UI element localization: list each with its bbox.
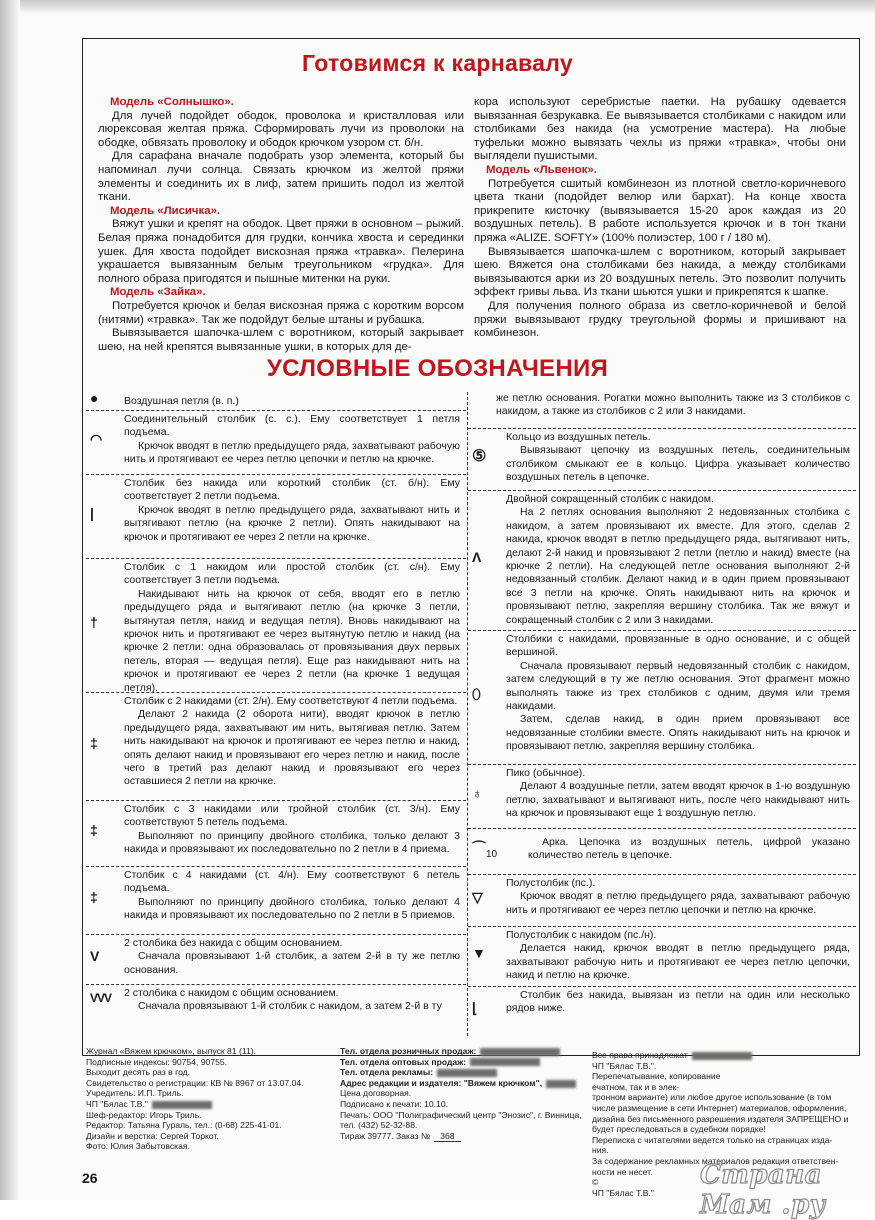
description-line: 2 столбика без накида с общим основанием.	[124, 937, 343, 949]
description-line: Столбик без накида или короткий столбик (ст. б/н). Ему соответствует 2 петли подъема.	[124, 477, 460, 503]
imprint-line: будет преследоваться в судебном порядке!	[592, 1124, 766, 1135]
description-line: Выполняют по принципу двойного столбика, только делают 4 накида и провязывают их последовательно по 2 петли в 5 приемов.	[124, 895, 460, 922]
paragraph: Для лучей подойдет ободок, проволока и кристалловая или люрексовая желтая пряжа. Сформировать лучи из проволоки на ободке, обвязать проволоку и ободок крючком узором ст. б/н.	[98, 109, 464, 149]
order-number: 368	[434, 1131, 460, 1143]
description-line: Делают 4 воздушные петли, затем вводят крючок в 1-ю воздушную петлю, захватывают и вытягивают нить, после чего накидывают нить на крючок и провязывают еще 1 воздушную петлю.	[506, 780, 850, 820]
description-line: Пико (обычное).	[506, 767, 586, 779]
page-number: 26	[82, 1170, 98, 1186]
sc-multi-row-icon: ⌊	[472, 1000, 478, 1016]
paragraph: Для получения полного образа из светло-коричневой и белой пряжи вывязывают грудку треугольной формы и пришивают на комбинезон.	[474, 299, 846, 340]
legend-description	[124, 477, 460, 544]
imprint-line: дизайна без письменного разрешения издателя ЗАПРЕЩЕНО и	[592, 1113, 849, 1124]
model-heading: Модель «Львенок».	[486, 163, 597, 176]
description-line: Сначала провязывают 1-й столбик с накидом, а затем 2-й в ту	[138, 1000, 442, 1013]
description-line: Столбик с 3 накидами или тройной столбик (ст. 3/н). Ему соответствуют 5 петель подъема.	[124, 803, 460, 829]
legend-entry	[86, 410, 466, 474]
legend-description	[528, 836, 850, 863]
description-line: Крючок вводят в петлю предыдущего ряда, захватывают нить и вытягивают петлю (на крючке 2 петли). Опять накидывают на крючок и протягивают ее через 2 петли на крючке.	[124, 503, 460, 543]
footer-imprint-middle	[340, 1046, 590, 1142]
paragraph: Вывязывается шапочка-шлем с воротником, который закрывает шею, на ней крепятся вывязанные ушки, в которых для де-	[98, 327, 464, 353]
imprint-line: ечатном, так и в элек-	[592, 1081, 680, 1092]
imprint-line: Свидетельство о регистрации: КВ № 8967 от 13.07.04.	[86, 1077, 304, 1088]
legend-entry	[86, 866, 466, 934]
legend-entry	[468, 764, 856, 828]
legend-description	[506, 929, 850, 983]
legend-description	[506, 493, 850, 627]
imprint-line: Тел. отдела рекламы:	[340, 1067, 590, 1078]
paragraph: Вяжут ушки и крепят на ободок. Цвет пряжи в основном – рыжий. Белая пряжа понадобится для грудки, кончика хвоста и серединки ушек. Для хвоста подойдет вискозная пряжа «травка». Пелерина украшается вывязанным белым треугольником «грудка». Для полного образа пригодятся и пышные митенки на руки.	[98, 218, 464, 285]
legend-entry	[468, 392, 856, 428]
legend-description	[124, 869, 460, 923]
description-line: Воздушная петля (в. п.)	[124, 395, 239, 407]
half-stitch-icon: ▽	[472, 889, 483, 905]
imprint-line: ния.	[592, 1145, 609, 1156]
legend-entry	[468, 828, 856, 874]
intro-column-left	[98, 96, 464, 354]
paragraph: Вывязывается шапочка-шлем с воротником, который закрывает шею. Вяжется она столбиками без накида, а между столбиками вывязываются арки из 20 воздушных петель. Это позволит получить эффект гривы льва. Из ткани шьются ушки и прикрепятся к шапке.	[474, 245, 846, 299]
paragraph: Для сарафана вначале подобрать узор элемента, который бы напоминал лучи солнца. Связать крючком из желтой пряжи элементы и соединить их в лиф, затем пришить подол из желтой ткани.	[98, 150, 464, 204]
description-line: Сначала провязывают 1-й столбик, а затем 2-й в ту же петлю основания.	[124, 950, 460, 976]
legend-entry	[468, 490, 856, 630]
footer-imprint-left	[86, 1046, 326, 1152]
legend-entry	[86, 558, 466, 692]
legend-entry	[86, 392, 466, 410]
legend-grid	[86, 392, 856, 1036]
legend-entry	[86, 984, 466, 1036]
sc-increase-icon: V	[90, 948, 100, 964]
legend-entry	[468, 986, 856, 1036]
imprint-line: Выходит десять раз в год.	[86, 1067, 191, 1078]
description-line: Столбик с 2 накидами (ст. 2/н). Ему соответствуют 4 петли подъема.	[124, 695, 458, 707]
imprint-line: Адрес редакции и издателя: "Вяжем крючком",	[340, 1078, 590, 1089]
intro-column-right	[474, 96, 846, 341]
imprint-line: ЧП "Бялас Т.В."	[86, 1099, 326, 1110]
description-line: Соединительный столбик (с. с.). Ему соответствует 1 петля подъема.	[124, 413, 460, 439]
imprint-line: Тел. отдела оптовых продаж:	[340, 1057, 590, 1068]
redacted-text	[470, 1058, 540, 1066]
chain-stitch-icon: ●	[90, 390, 99, 406]
imprint-line: тронном варианте) или любое другое использование (в том	[592, 1092, 832, 1103]
imprint-line: Тел. отдела розничных продаж:	[340, 1046, 590, 1057]
scan-shadow-left	[0, 0, 20, 1200]
dc-increase-icon: VVV	[90, 991, 112, 1005]
legend-description	[124, 561, 460, 695]
imprint-line: Все права принадлежат	[592, 1050, 854, 1061]
model-heading: Модель «Зайка».	[110, 286, 206, 299]
legend-entry	[468, 874, 856, 926]
paragraph: Потребуется крючок и белая вискозная пряжа с коротким ворсом (нитями) «травка». Так же подойдут белые штаны и рубашка.	[98, 299, 464, 326]
legend-description	[124, 413, 460, 467]
imprint-line: Переписка с читателями ведется только на страницах изда-	[592, 1134, 833, 1145]
legend-description	[506, 877, 850, 917]
legend-entry	[468, 630, 856, 764]
model-heading: Модель «Лисичка».	[110, 204, 221, 217]
redacted-text	[692, 1052, 752, 1060]
redacted-text	[437, 1069, 497, 1077]
imprint-line: Журнал «Вяжем крючком», выпуск 81 (11).	[86, 1046, 257, 1056]
article-title: Готовимся к карнавалу	[302, 50, 573, 76]
description-line: Затем, сделав накид, в один прием провязывают все недовязанные столбики вместе. Опять накидывают нить на крючок и провязывают петлю, закрепляя вершину столбика.	[506, 713, 850, 753]
imprint-line: ЧП "Бялас Т.В.".	[592, 1060, 657, 1071]
imprint-line: ности не несет.	[592, 1166, 653, 1177]
legend-description	[124, 695, 460, 789]
imprint-line: Дизайн и верстка: Сергей Торкот.	[86, 1130, 219, 1141]
description-line: Выполняют по принципу двойного столбика, только делают 3 накида и провязывают их последовательно по 2 петли в 4 приема.	[124, 829, 460, 856]
description-line: Столбики с накидами, провязанные в одно основание, и с общей вершиной.	[506, 633, 850, 659]
description-line: Столбик с 4 накидами (ст. 4/н). Ему соответствуют 6 петель подъема.	[124, 869, 460, 895]
legend-entry	[468, 428, 856, 490]
slip-stitch-icon: ◠	[90, 431, 103, 447]
legend-description	[496, 392, 850, 419]
description-line: Вывязывают цепочку из воздушных петель, соединительным столбиком смыкают ее в кольцо. Цифра указывает количество воздушных петель в цепочке.	[506, 444, 850, 484]
description-line: Кольцо из воздушных петель.	[506, 431, 651, 443]
paragraph: кора используют серебристые паетки. На рубашку одевается вывязанная безрукавка. Ее вывязывается столбиками с накидом или столбиками без накида (на усмотрение мастера). На любые туфельки можно вывязать чехлы из пряжи «травка», чтобы они выглядели пушистыми.	[474, 96, 846, 163]
chain-ring-icon: ⑤	[472, 448, 487, 465]
description-line: Столбик с 1 накидом или простой столбик (ст. с/н). Ему соответствует 3 петли подъема.	[124, 561, 460, 587]
imprint-line: Подписные индексы: 90754, 90755.	[86, 1056, 228, 1067]
legend-description	[506, 633, 850, 754]
redacted-text	[152, 1101, 212, 1109]
description-line: Крючок вводят в петлю предыдущего ряда, захватывают рабочую нить и протягивают ее через петлю цепочки и петлю на крючке.	[506, 890, 850, 916]
imprint-line: Перепечатывание, копирование	[592, 1071, 721, 1082]
legend-description	[506, 767, 850, 821]
imprint-line: Печать: ООО "Полиграфический центр "Энозис", г. Винница,	[340, 1109, 582, 1120]
description-line: На 2 петлях основания выполняют 2 недовязанных столбика с накидом, а затем провязывают их вместе. Для этого, сделав 2 накида, крючок вводят в петлю предыдущего ряда, вытягивают нить, делают 2-й накид и провязывают 2 петли (петлю и накид) вместе (на крючке 2 петли). На следующей петле основания выполняют 2-й недовязанный столбик. Делают накид и в один прием провязывают все 3 петли на крючке. Опять накидывают нить на крючок и провязывают петлю, закрепляя вершину столбика. Так же вяжут и сокращенный столбик с 2 или 3 накидами.	[506, 506, 850, 626]
imprint-line: За содержание рекламных материалов редакция ответствен-	[592, 1155, 839, 1166]
legend-description	[124, 803, 460, 857]
scan-shadow-top	[0, 0, 875, 14]
legend-description	[124, 937, 460, 977]
legend-entry	[86, 934, 466, 984]
imprint-line: Шеф-редактор: Игорь Триль.	[86, 1109, 202, 1120]
single-crochet-icon: |	[90, 505, 94, 521]
description-line: Арка. Цепочка из воздушных петель, цифрой указано количество петель в цепочке.	[528, 836, 850, 862]
description-line: Делается накид, крючок вводят в петлю предыдущего ряда, захватывают рабочую нить и протягивают ее через петлю цепочки, накид и петлю на крючке.	[506, 942, 850, 982]
imprint-line: Подписано к печати: 10.10.	[340, 1098, 448, 1109]
legend-entry	[86, 692, 466, 800]
legend-description	[124, 395, 460, 408]
cluster-icon: ⬯	[472, 686, 481, 702]
imprint-line: тел. (432) 52-32-88.	[340, 1120, 418, 1131]
imprint-line: Фото: Юлия Забытовская.	[86, 1141, 190, 1152]
triple-treble-crochet-icon: ‡	[90, 822, 98, 838]
quadruple-treble-crochet-icon: ‡	[90, 889, 98, 905]
legend-description	[506, 989, 850, 1016]
redacted-text	[546, 1080, 576, 1088]
description-line: Двойной сокращенный столбик с накидом.	[506, 493, 714, 505]
legend-description	[124, 987, 460, 1014]
description-line: Полустолбик с накидом (пс./н).	[506, 929, 657, 941]
dc2tog-icon: Ʌ	[472, 549, 482, 565]
model-heading: Модель «Солнышко».	[110, 96, 234, 108]
description-line: Накидывают нить на крючок от себя, вводят его в петлю предыдущего ряда и вытягивают петлю (на крючке 3 петли, вытянутая петля, накид и ведущая петля). Вновь накидывают на крючок нить и протягивают ее через вытянутую петлю и накид (на крючке 2 петли: одна образовалась от провязывания двух первых петель, вторая — ведущая петля). Еще раз накидывают нить на крючок и протягивают ее через 2 петли (на крючке 1 ведущая петля).	[124, 587, 460, 694]
paragraph: Потребуется сшитый комбинезон из плотной светло-коричневого цвета ткани (подойдет велюр или бархат). На конце хвоста прикрепите кисточку (вывязывается 15-20 арок каждая из 20 воздушных петель). В работе используется крючок и в тон ткани пряжа «ALIZE. SOFTY» (100% полиэстер, 100 г / 180 м).	[474, 177, 846, 244]
arch-count-label: 10	[486, 849, 498, 860]
double-crochet-icon: †	[90, 614, 98, 630]
description-line: Крючок вводят в петлю предыдущего ряда, захватывают рабочую нить и протягивают ее через петлю цепочки и петлю на крючке.	[124, 439, 460, 466]
imprint-line: Тираж 39777. Заказ № 368	[340, 1131, 590, 1143]
imprint-line: Учредитель: И.П. Триль.	[86, 1088, 184, 1099]
imprint-line: числе размещение в сети Интернет) материалов, оформления,	[592, 1102, 847, 1113]
picot-icon: ♁	[472, 785, 483, 801]
redacted-text	[480, 1048, 560, 1056]
description-line: Полустолбик (пс.).	[506, 877, 596, 889]
imprint-line: Редактор: Татьяна Гураль, тел.: (0-68) 225-41-01.	[86, 1120, 282, 1131]
imprint-line: ©	[592, 1177, 599, 1188]
description-line: 2 столбика с накидом с общим основанием.	[124, 987, 339, 999]
imprint-line: ЧП "Бялас Т.В."	[592, 1187, 654, 1198]
site-watermark: Страна Мам .ру	[700, 1160, 826, 1220]
legend-description	[506, 431, 850, 485]
treble-crochet-icon: ‡	[90, 735, 98, 751]
half-double-crochet-icon: ▼	[472, 945, 486, 961]
legend-title: УСЛОВНЫЕ ОБОЗНАЧЕНИЯ	[266, 355, 609, 382]
legend-entry	[86, 474, 466, 558]
imprint-line: Цена договорная.	[340, 1088, 412, 1099]
description-line: Делают 2 накида (2 оборота нити), вводят крючок в петлю предыдущего ряда, захватывают им нить, вытягивая петлю. Затем нить накидывают на крючок и протягивают ее через петлю и накид, опять делают накид и провязывают его через петлю и накид, после чего в третий раз делают накид и провязывают его через оставшиеся 2 петли на крючке.	[124, 708, 460, 788]
legend-entry	[468, 926, 856, 986]
arch-icon: ⌒	[472, 840, 486, 856]
description-line: же петлю основания. Рогатки можно выполнить также из 3 столбиков с накидом, а также из столбиков с 2 или 3 накидами.	[496, 392, 850, 418]
description-line: Сначала провязывают первый недовязанный столбик с накидом, затем следующий в ту же петлю основания. Этот фрагмент можно выполнять также из трех столбиков с одним, двумя или тремя накидами.	[506, 659, 850, 713]
legend-entry	[86, 800, 466, 866]
description-line: Столбик без накида, вывязан из петли на один или несколько рядов ниже.	[506, 989, 850, 1015]
